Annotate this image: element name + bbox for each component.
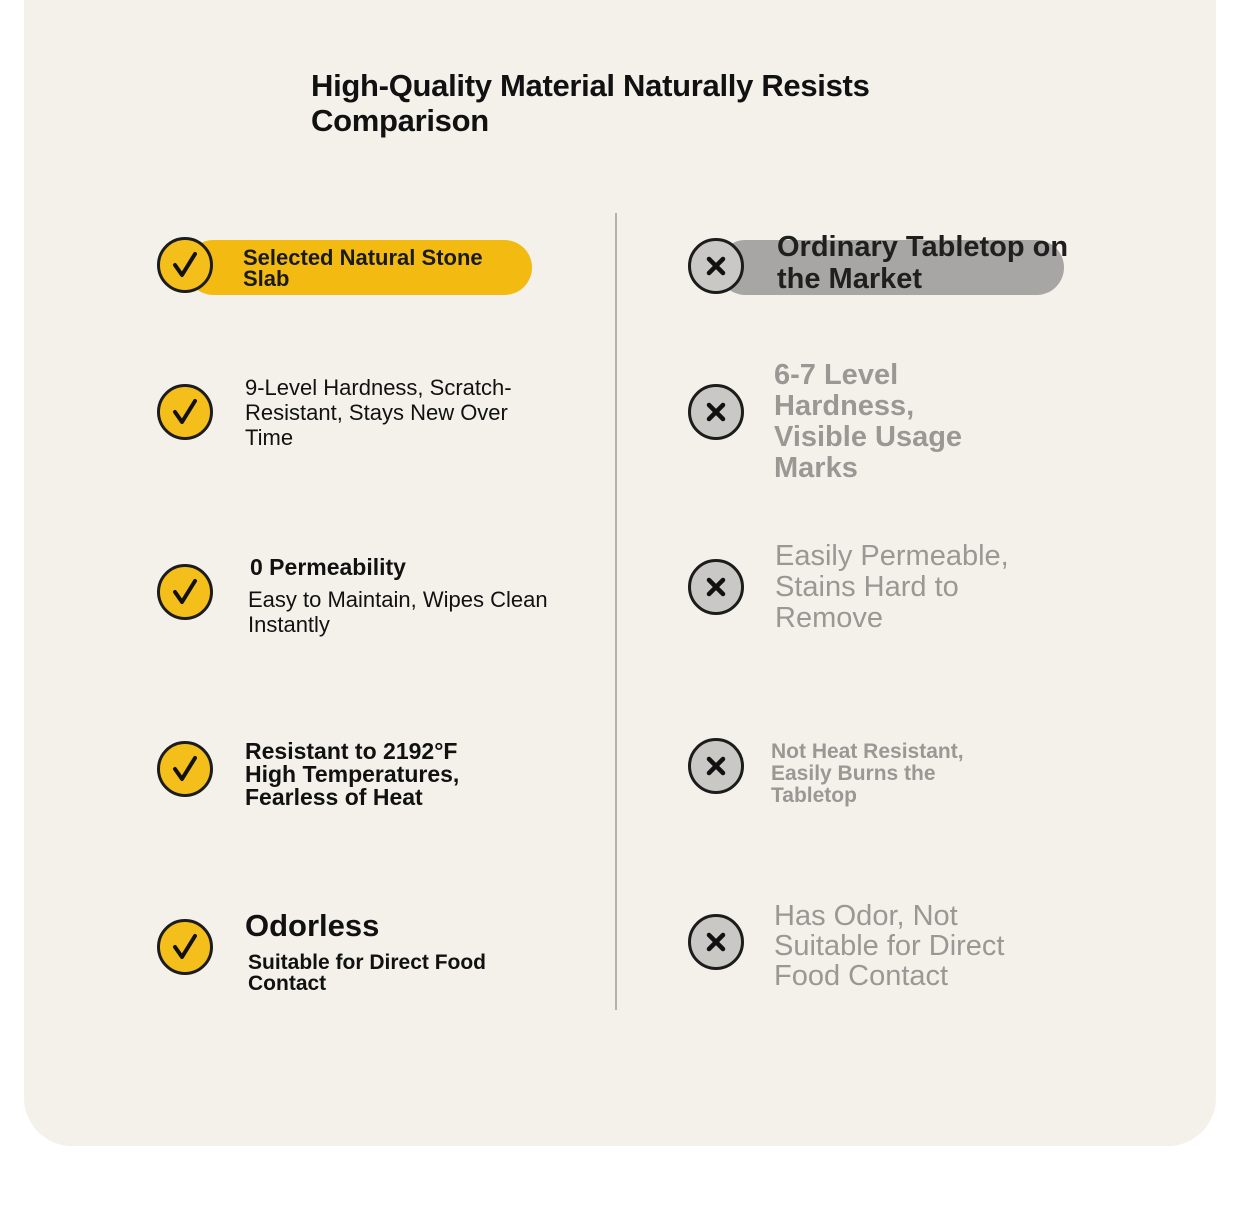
stone-heat-feature <box>245 740 495 809</box>
stone-odor-feature <box>245 908 565 994</box>
drawback-text: Has Odor, Not Suitable for Direct Food Contact <box>774 900 1005 992</box>
stone-slab-header-label: Selected Natural Stone Slab <box>243 245 483 291</box>
drawback-text: 6-7 Level Hardness, Visible Usage Marks <box>774 359 963 484</box>
check-icon <box>157 384 213 440</box>
page-title: High-Quality Material Naturally Resists Comparison <box>311 68 870 138</box>
cross-icon <box>688 738 744 794</box>
feature-detail: Suitable for Direct Food Contact <box>248 951 487 995</box>
check-icon <box>157 237 213 293</box>
feature-heading: Resistant to 2192°F High Temperatures, Fearless of Heat <box>245 738 460 810</box>
stone-permeability-feature <box>248 553 578 637</box>
cross-icon <box>688 384 744 440</box>
ordinary-odor-drawback <box>774 901 1034 991</box>
cross-icon <box>688 238 744 294</box>
feature-detail: 9-Level Hardness, Scratch-Resistant, Stays New Over Time <box>245 375 512 450</box>
feature-heading: 0 Permeability <box>250 554 406 580</box>
ordinary-permeability-drawback <box>775 541 1035 634</box>
check-icon <box>157 741 213 797</box>
ordinary-tabletop-header-label: Ordinary Tabletop on the Market <box>777 231 1069 295</box>
cross-icon <box>688 914 744 970</box>
cross-icon <box>688 559 744 615</box>
check-icon <box>157 919 213 975</box>
feature-detail: Easy to Maintain, Wipes Clean Instantly <box>248 587 548 637</box>
check-icon <box>157 564 213 620</box>
column-divider <box>615 213 617 1010</box>
drawback-text: Not Heat Resistant, Easily Burns the Tabletop <box>771 740 964 807</box>
ordinary-hardness-drawback <box>774 360 989 484</box>
ordinary-heat-drawback <box>771 741 986 807</box>
feature-heading: Odorless <box>245 908 380 943</box>
stone-hardness-feature <box>245 375 545 450</box>
drawback-text: Easily Permeable, Stains Hard to Remove <box>775 540 1009 634</box>
